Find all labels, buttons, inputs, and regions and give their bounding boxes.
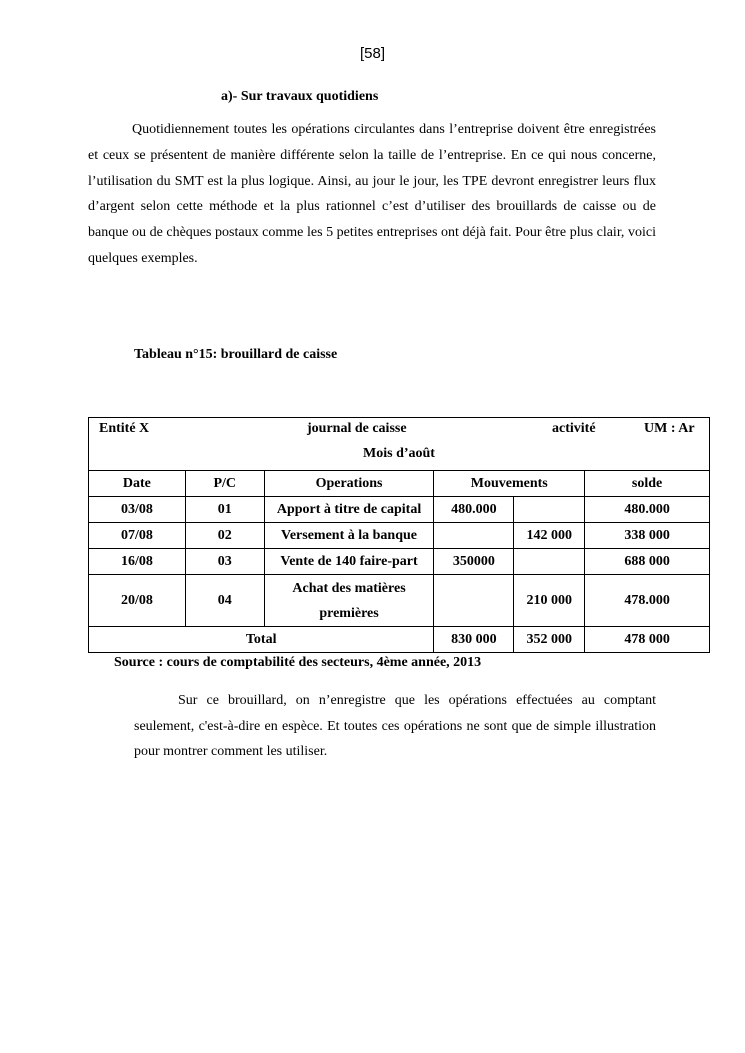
row-operation: Vente de 140 faire-part [264,549,434,575]
total-solde: 478 000 [585,627,710,653]
table-row [89,575,710,627]
unit-label: UM : Ar [644,421,695,436]
activity-label: activité [552,421,596,436]
header-date: Date [89,471,186,497]
row-operation: Apport à titre de capital [264,497,434,523]
row-solde: 688 000 [585,549,710,575]
journal-header-cell [89,418,710,471]
table-row [89,497,710,523]
body-paragraph: Quotidiennement toutes les opérations circulantes dans l’entreprise doivent être enregistrées et ceux se présentent de manière différente selon la taille de l’entreprise. En ce qui nous concerne, l’utilisation du SMT est la plus logique. Ainsi, au jour le jour, les TPE devront enregistrer leurs flux d’argent selon cette méthode et la plus rationnel c’est d’utiliser des brouillards de caisse ou de banque ou de chèques postaux comme les 5 petites entreprises ont déjà fait. Pour être plus clair, voici quelques exemples. [88,122,656,266]
header-solde: solde [585,471,710,497]
header-operations: Operations [264,471,434,497]
row-pc: 01 [185,497,264,523]
total-credit: 352 000 [514,627,585,653]
closing-paragraph: Sur ce brouillard, on n’enregistre que les opérations effectuées au comptant seulement, c'est-à-dire en espèce. Et toutes ces opérations ne sont que de simple illustration pour montrer comment les utiliser. [134,693,656,759]
table-row [89,549,710,575]
row-solde: 338 000 [585,523,710,549]
header-mouvements: Mouvements [434,471,585,497]
total-debit: 830 000 [434,627,514,653]
row-solde: 480.000 [585,497,710,523]
row-date: 07/08 [89,523,186,549]
row-debit [434,523,514,549]
table-header-block [89,418,710,471]
row-operation: Versement à la banque [264,523,434,549]
section-heading: a)- Sur travaux quotidiens [221,89,379,104]
row-date: 03/08 [89,497,186,523]
row-pc: 03 [185,549,264,575]
table-row [89,523,710,549]
row-operation: Achat des matières premières [264,575,434,627]
row-pc: 02 [185,523,264,549]
row-pc: 04 [185,575,264,627]
row-credit: 142 000 [514,523,585,549]
row-credit [514,497,585,523]
cash-journal-table [88,417,710,653]
total-label: Total [89,627,434,653]
row-credit: 210 000 [514,575,585,627]
journal-label: journal de caisse [307,421,407,436]
row-date: 16/08 [89,549,186,575]
table-source: Source : cours de comptabilité des secteurs, 4ème année, 2013 [114,655,482,670]
total-row [89,627,710,653]
header-pc: P/C [185,471,264,497]
row-solde: 478.000 [585,575,710,627]
row-debit: 350000 [434,549,514,575]
page-number: [58] [359,45,386,62]
row-credit [514,549,585,575]
column-header-row [89,471,710,497]
entity-label: Entité X [99,421,150,436]
month-label: Mois d’août [363,446,435,461]
row-debit: 480.000 [434,497,514,523]
table-caption: Tableau n°15: brouillard de caisse [134,347,338,362]
row-debit [434,575,514,627]
row-date: 20/08 [89,575,186,627]
